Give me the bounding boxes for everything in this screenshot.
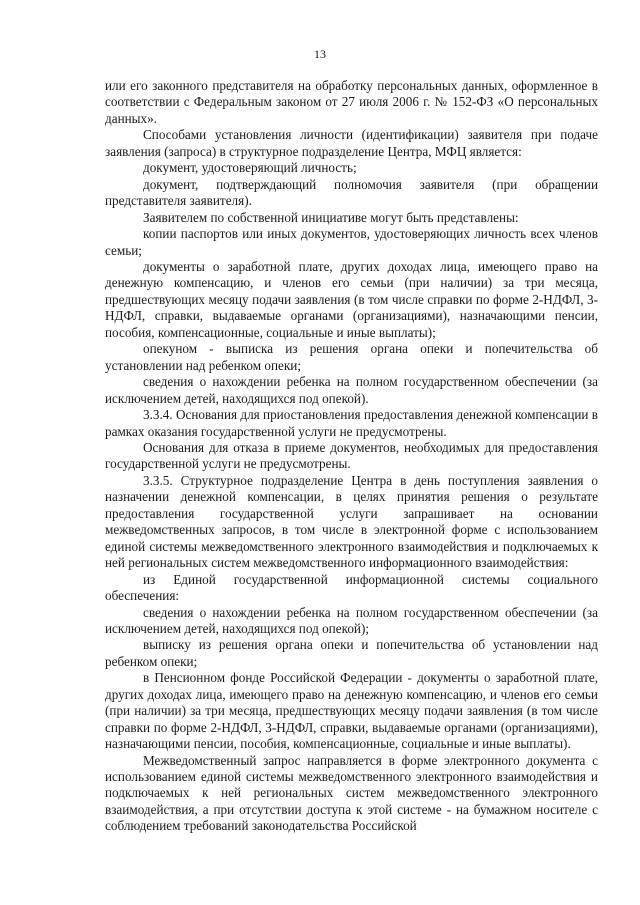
paragraph: 3.3.4. Основания для приостановления предоставления денежной компенсации в рамках оказания государственной услуги не предусмотрены. (105, 407, 599, 439)
paragraph: копии паспортов или иных документов, удостоверяющих личность всех членов семьи; (105, 226, 598, 258)
paragraph: документ, подтверждающий полномочия заявителя (при обращении представителя заявителя). (105, 176, 598, 209)
paragraph: сведения о нахождении ребенка на полном государственном обеспечении (за исключением детей, находящихся под опекой). (105, 374, 598, 406)
paragraph: Межведомственный запрос направляется в форме электронного документа с использованием единой системы межведомственного электронного взаимодействия и подключаемых к ней региональных систем межведомственного электронного взаимодействия, а при отсутствии доступа к этой системе - на бумажном носителе с соблюдением требований законодательства Российской (105, 752, 598, 834)
paragraph: опекуном - выписка из решения органа опеки и попечительства об установлении над ребенком опеки; (105, 341, 598, 373)
paragraph: сведения о нахождении ребенка на полном государственном обеспечении (за исключением детей, находящихся под опекой); (105, 604, 598, 636)
paragraph: Основания для отказа в приеме документов, необходимых для предоставления государственной услуги не предусмотрены. (105, 439, 598, 472)
paragraph: 3.3.5. Структурное подразделение Центра в день поступления заявления о назначении денежной компенсации, в целях принятия решения о результате предоставления государственной услуги запрашивает на основании межведомственных запросов, в том числе в электронной форме с использованием единой системы межведомственного электронного взаимодействия и подключаемых к ней региональных систем межведомственного информационного взаимодействия: (105, 472, 598, 571)
page-number: 13 (314, 47, 326, 61)
paragraph: документы о заработной плате, других доходах лица, имеющего право на денежную компенсацию, и членов его семьи (при наличии) за три месяца, предшествующих месяцу подачи заявления (в том числе справки по форме 2-НДФЛ, 3-НДФЛ, справки, выдаваемые органами (организациями), назначающими пенсии, пособия, компенсационные, социальные и иные выплаты); (105, 258, 598, 340)
paragraph: или его законного представителя на обработку персональных данных, оформленное в соответствии с Федеральным законом от 27 июля 2006 г. № 152-ФЗ «О персональных данных». (105, 78, 598, 126)
paragraph: Заявителем по собственной инициативе могут быть представлены: (143, 209, 519, 225)
document-body (105, 78, 598, 835)
paragraph: Способами установления личности (идентификации) заявителя при подаче заявления (запроса) в структурное подразделение Центра, МФЦ является: (105, 127, 598, 159)
paragraph: выписку из решения органа опеки и попечительства об установлении над ребенком опеки; (105, 637, 598, 669)
paragraph: документ, удостоверяющий личность; (143, 160, 357, 176)
paragraph: в Пенсионном фонде Российской Федерации - документы о заработной плате, других доходах лица, имеющего право на денежную компенсацию, и членов его семьи (при наличии) за три месяца, предшествующих месяцу подачи заявления (в том числе справки по форме 2-НДФЛ, 3-НДФЛ, справки, выдаваемые органами (организациями), назначающими пенсии, пособия, компенсационные, социальные и иные выплаты). (105, 670, 598, 752)
paragraph: из Единой государственной информационной системы социального обеспечения: (105, 571, 598, 604)
